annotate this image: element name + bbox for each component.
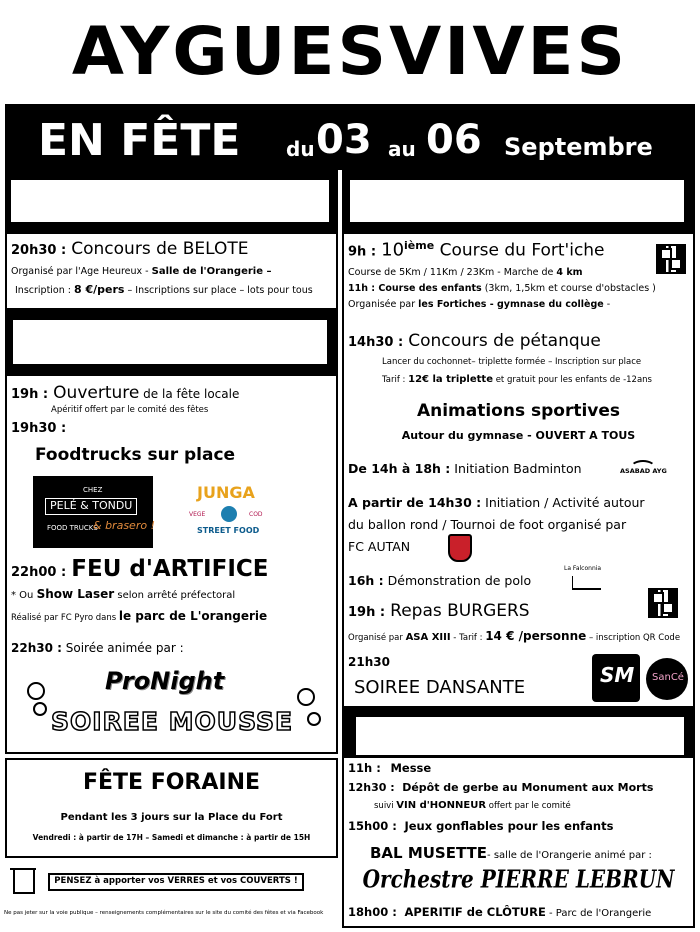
month-label: Septembre [504, 133, 653, 161]
vendredi-box: 19h : Ouverture de la fête locale Apéritif offert par le comité des fêtes 19h30 : Foodtrucks sur place CHEZ PELÉ & TONDU FOOD TRUCKS & brasero ! JUNGA VEGE COD STREET FOOD 22h00 : FEU d'ARTIFICE * Ou Show Laser selon arrêté préfectoral Réalisé par FC Pyro dans le parc de L'orangerie 22h30 : Soirée animée par : ProNight SOIREE MOUSSE [5, 374, 338, 754]
samedi-time-21h30: 21h30 [348, 655, 390, 669]
orchestre-label: Orchestre PIERRE LEBRUN [362, 864, 675, 894]
bubble-icon [307, 712, 321, 726]
jeudi-organizer: Organisé par l'Age Heureux - [11, 266, 152, 277]
soiree-dansante-label: SOIREE DANSANTE [354, 677, 526, 698]
petanque-title: Concours de pétanque [408, 331, 601, 351]
badminton-label: Initiation Badminton [450, 461, 582, 476]
vendredi-heading: Vendredi 04 [9, 316, 331, 368]
samedi-band [342, 170, 695, 232]
end-day: 06 [426, 117, 482, 163]
horse-icon [572, 576, 601, 590]
sm-logo: SM [592, 654, 640, 702]
burgers-label: Repas BURGERS [390, 601, 530, 621]
ouverture-label: Ouverture [53, 383, 140, 403]
messe-label: Messe [390, 761, 432, 775]
jeudi-time: 20h30 : [11, 243, 67, 258]
bal-musette-label: BAL MUSETTE [370, 844, 488, 862]
samedi-heading: Samedi 05 [346, 176, 688, 226]
animations-heading: Animations sportives [416, 401, 621, 421]
reminder-text: PENSEZ à apporter vos VERRES et vos COUVERTS ! [54, 876, 298, 886]
vendredi-time-19h: 19h : [11, 387, 49, 402]
jeudi-heading: Jeudi 03 [7, 176, 333, 226]
dimanche-band [342, 708, 695, 764]
vendredi-time-19h30: 19h30 : [11, 421, 67, 436]
jeux-gonflables-label: Jeux gonflables pour les enfants [404, 819, 614, 833]
jeudi-inscription-label: Inscription : [15, 285, 75, 296]
soiree-animee-label: Soirée animée par : [65, 641, 184, 655]
reminder-box [48, 873, 304, 891]
jeudi-band [5, 170, 338, 232]
asabad-logo: ASABAD AYG [620, 460, 676, 482]
foraine-line1: Pendant les 3 jours sur la Place du Fort [60, 812, 283, 823]
jeudi-price: 8 €/pers [74, 283, 125, 296]
aperitif-cloture-label: APERITIF de CLÔTURE [404, 905, 546, 919]
poster-title: AYGUESVIVES [71, 13, 629, 90]
soiree-mousse-logo: SOIREE MOUSSE [51, 707, 294, 736]
animations-sub: Autour du gymnase - OUVERT A TOUS [401, 429, 636, 442]
sance-logo: SanCé [646, 658, 688, 700]
show-laser-label: Show Laser [36, 587, 115, 601]
pronight-logo: ProNight [105, 667, 225, 695]
course-number: 10 [381, 239, 405, 261]
vendredi-time-22h: 22h00 : [11, 565, 67, 580]
jeudi-box [5, 232, 338, 310]
pele-tondu-logo: CHEZ PELÉ & TONDU FOOD TRUCKS & brasero ! [33, 476, 153, 548]
aperitif-note: Apéritif offert par le comité des fêtes [51, 405, 209, 415]
fete-foraine-box [5, 758, 338, 858]
course-title: Course du Fort'iche [434, 240, 605, 261]
dimanche-heading: Dimanche 06 [352, 713, 688, 759]
toucan-icon [221, 506, 237, 522]
bubble-icon [33, 702, 47, 716]
footer-note: Ne pas jeter sur la voie publique – renseignements complémentaires sur le site du comité des fêtes et via Facebook [4, 910, 324, 916]
samedi-time-14h30: 14h30 : [348, 335, 404, 350]
samedi-time-9h: 9h : [348, 244, 377, 260]
junga-logo: JUNGA VEGE COD STREET FOOD [189, 483, 263, 535]
fete-foraine-heading: FÊTE FORAINE [82, 770, 261, 795]
fc-autan-label: FC AUTAN [348, 539, 411, 554]
bubble-icon [297, 688, 315, 706]
foraine-line2: Vendredi : à partir de 17H – Samedi et dimanche : à partir de 15H [32, 833, 311, 842]
dates-banner [5, 104, 695, 170]
du-label: du [286, 137, 315, 161]
jeudi-inscription-details: – Inscriptions sur place – lots pour tous [124, 285, 313, 296]
foodtrucks-label: Foodtrucks sur place [35, 445, 236, 465]
ouverture-details: de la fête locale [139, 387, 240, 401]
feu-artifice-label: FEU d'ARTIFICE [71, 556, 269, 582]
au-label: au [388, 137, 416, 161]
jeudi-event: Concours de BELOTE [71, 239, 249, 259]
vendredi-band [5, 310, 338, 374]
start-day: 03 [316, 117, 372, 163]
en-fete-label: EN FÊTE [38, 115, 241, 166]
bubble-icon [27, 682, 45, 700]
gerbe-label: Dépôt de gerbe au Monument aux Morts [402, 781, 654, 794]
qr-code-icon [648, 588, 678, 618]
qr-code-icon [656, 244, 686, 274]
jeudi-venue: Salle de l'Orangerie – [151, 266, 272, 277]
dimanche-box: 11h : Messe 12h30 : Dépôt de gerbe au Monument aux Morts suivi VIN d'HONNEUR offert par le comité 15h00 : Jeux gonflables pour les enfants BAL MUSETTE- salle de l'Orangerie animé par : Orchestre PIERRE LEBRUN 18h00 : APERITIF de CLÔTURE - Parc de l'Orangerie [342, 758, 695, 928]
samedi-box: 9h : 10ième Course du Fort'iche Course de 5Km / 11Km / 23Km - Marche de 4 km 11h : Course des enfants (3km, 1,5km et course d'obstacles ) Organisée par les Fortiches - gymnase du collège - 14h30 : Concours de pétanque Lancer du cochonnet– triplette formée – Inscription sur place Tarif : 12€ la triplette et gratuit pour les enfants de -12ans Animations sportives Autour du gymnase - OUVERT A TOUS De 14h à 18h : Initiation Badminton ASABAD AYG A partir de 14h30 : Initiation / Activité autour du ballon rond / Tournoi de foot organisé par FC AUTAN 16h : Démonstration de polo La Falconnia 19h : Repas BURGERS Organisé par ASA XIII - Tarif : 14 € /personne – inscription QR Code 21h30 SOIREE DANSANTE SM SanCé [342, 232, 695, 708]
falconnia-logo: La Falconnia [564, 566, 614, 594]
polo-label: Démonstration de polo [383, 573, 532, 588]
vendredi-time-22h30: 22h30 : [11, 641, 62, 655]
bin-icon [10, 862, 36, 894]
orangerie-park: le parc de L'orangerie [118, 609, 268, 623]
fc-autan-crest-icon [448, 534, 472, 562]
